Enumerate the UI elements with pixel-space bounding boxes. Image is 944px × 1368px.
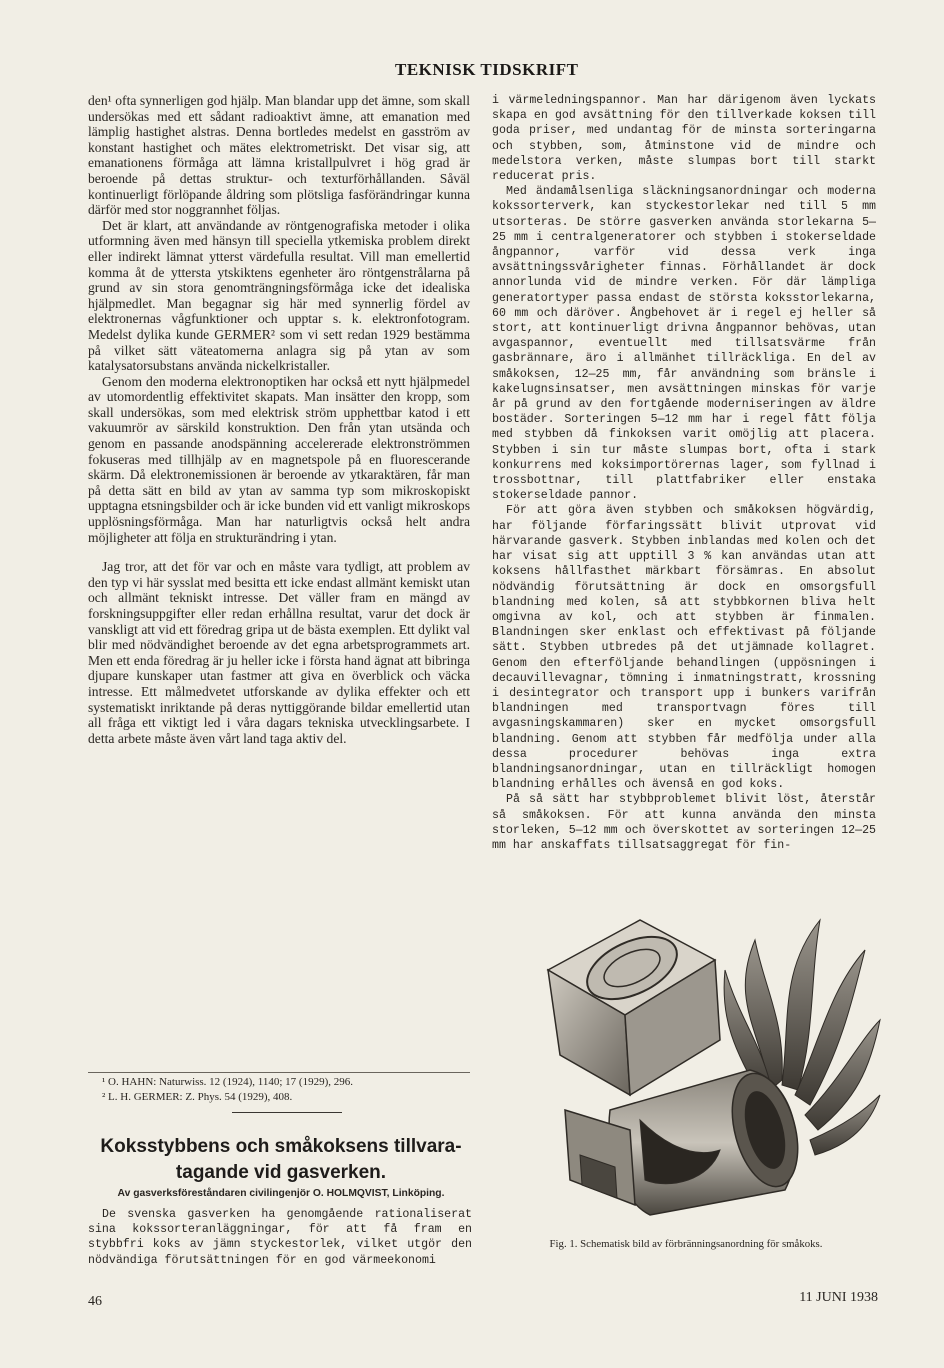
issue-date: 11 JUNI 1938 bbox=[799, 1290, 878, 1305]
paragraph: den¹ ofta synnerligen god hjälp. Man blandar upp det ämne, som skall undersökas med ett sådant radioaktivt ämne, att emanation med lämplig hastighet alstras. Denna bortledes medelst en gasström av konstant hastighet och mätes elektrometriskt. Det visar sig, att emanationens förmåga att lämna kristallpulvret i hög grad är beroende på dettas struktur- och texturförhållanden. Såväl kontinuerligt förlöpande åldring som plötsliga fasförändringar kunna därför med stor noggrannhet följas. bbox=[88, 93, 470, 218]
paragraph: För att göra även stybben och småkoksen högvärdig, har följande förfaringssätt blivit utprovat vid härvarande gasverk. Stybben inblandas med kolen och det har visat sig att upptill 3 % kan användas utan att koksens hållfasthet märkbart försämras. En absolut nödvändig förutsättning är dock en omsorgsfull blandning med kolen, så att stybbkornen bliva helt omgivna av kol, och att stybben är finmalen. Blandningen sker enklast och effektivast på följande sätt. Stybben utbredes på det utjämnade kollagret. Genom den efterföljande behandlingen (uppösningen i decauvillevagnar, tömning i inmatningstratt, krossning i desintegrator och transport upp i bunkers varifrån blandningen med transportvagn föres till avgasningskammaren) sker en mycket omsorgsfull blandning. Genom att stybben får medfölja under alla dessa procedurer behövas inga extra blandningsanordningar, utan en tillräckligt homogen blandning erhålles och ävenså en god koks. bbox=[492, 504, 876, 792]
burner-drawing bbox=[520, 880, 882, 1232]
article-intro bbox=[88, 1207, 472, 1268]
article-title-line: Koksstybbens och småkoksens tillvara- bbox=[100, 1136, 462, 1157]
paragraph: Det är klart, att användande av röntgenografiska metoder i olika utformning även med hänsyn till speciella ytkemiska problem direkt eller indirekt lämnat ytterst värdefulla resultat. Vill man emellertid komma åt de yttersta ytskiktens egenheter äro röntgenstrålarna på grund av sin stora genomträngningsförmåga icke det idealiska hjälpmedlet. Man begagnar sig här med synnerlig fördel av elektronernas vågfunktioner och upptar s. k. elektronfotogram. Medelst dylika kunde GERMER² som vi sett redan 1929 bestämma på vilket sätt väteatomerna anlagra sig på ytan av som katalysatorsubstans använda nickelkristaller. bbox=[88, 217, 470, 374]
divider bbox=[232, 1112, 342, 1113]
left-column bbox=[88, 93, 470, 746]
right-column bbox=[492, 93, 876, 853]
paragraph: Med ändamålsenliga släckningsanordningar och moderna kokssorterverk, kan styckestorlekar ned till 5 mm utsorteras. De större gasverken använda storlekarna 5—25 mm i centralgeneratorer och stybben i stokerseldade ångpannor, varför vid dessa verk inga avsättningssvårigheter finnas. Förhållandet är dock annorlunda vid de mindre verken. För där lämpliga generatortyper passa endast de största koksstorlekarna, 60 mm och däröver. Ångbehovet är i regel ej heller så stort, att kontinuerligt drivna ångpannor behövas, utan avgaspannor, eventuellt med tillsatsvärme från gasbrännare, äro i allmänhet tillräckliga. En del av småkoksen, 12—25 mm, får användning som bränsle i kakelugnsinsatser, men avsättningen minskas för varje år på grund av den fortgående moderniseringen av äldre bostäder. Sorteringen 5—12 mm har i regel fått följa med stybben då finkoksen varit omöjlig att placera. Stybben i sin tur måste slumpas bort, ofta i stark konkurrens med koksimportörernas lager, som fyllnad i trossbottnar, till plattfabriker eller enstaka stokerseldade pannor. bbox=[492, 185, 876, 503]
paragraph: i värmeledningspannor. Man har därigenom även lyckats skapa en god avsättning för den tillverkade koksen till goda priser, med undantag för de minsta sorteringarna och stybben, som, åtminstone vid de mindre och medelstora verken, måste slumpas bort till starkt reducerat pris. bbox=[492, 94, 876, 184]
page-number: 46 bbox=[88, 1294, 102, 1309]
paragraph: Genom den moderna elektronoptiken har också ett nytt hjälpmedel av utomordentlig effektivitet skapats. Man insätter den kropp, som skall undersökas, som med elektrisk ström upphettbar katod i ett vakuumrör av särskild konstruktion. Den från ytan utsända och genom en passande anodspänning accelererade elektronströmmen fokuseras med tillhjälp av en magnetspole på en fluorescerande skärm. Då elektronemissionen är beroende av ytkaraktären, får man på detta sätt en bild av ytan av samma typ som mikroskopiskt upptagna etsningsbilder och är icke bunden vid ett vanligt mikroskops upplösningsförmåga. Man har naturligtvis också helt andra möjligheter att följa en strukturändring i ytan. bbox=[88, 373, 470, 545]
footnote: ¹ O. HAHN: Naturwiss. 12 (1924), 1140; 17 (1929), 296. bbox=[102, 1076, 353, 1088]
paragraph: Jag tror, att det för var och en måste vara tydligt, att problem av den typ vi här sysslat med besitta ett icke endast allmänt kemiskt utan och allmänt tekniskt intresse. Det väller fram en mängd av forskningsuppgifter eller redan erhållna resultat, varur det dock är vanskligt att vid ett föredrag gripa ut de bästa exemplen. Ett dylikt val blir med nödvändighet beroende av det egna arbetsprogrammets art. Men ett enda föredrag är ju heller icke i första hand ägnat att bibringa djupare kunskaper utan fastmer att giva en överblick och väcka intresse. Ett målmedvetet utforskande av dylika effekter och ett systematiskt inriktande på deras nyttiggörande bildar emellertid utan all fråga ett viktigt led i våra dagars tekniska utvecklingsarbete. I detta arbete måste även vårt land taga aktiv del. bbox=[88, 559, 470, 746]
figure-caption: Fig. 1. Schematisk bild av förbränningsanordning för småkoks. bbox=[549, 1238, 823, 1250]
article-byline: Av gasverksföreståndaren civilingenjör O. HOLMQVIST, Linköping. bbox=[117, 1188, 445, 1199]
article-title bbox=[88, 1134, 474, 1186]
footnotes bbox=[88, 1072, 470, 1105]
article-title-line: tagande vid gasverken. bbox=[175, 1162, 387, 1183]
figure-illustration bbox=[520, 880, 882, 1232]
hopper bbox=[548, 920, 720, 1095]
paragraph: På så sätt har stybbproblemet blivit löst, återstår så småkoksen. För att kunna använda den minsta storleken, 5—12 mm och överskottet av sorteringen 12—25 mm har anskaffats tillsatsaggregat för fin- bbox=[492, 793, 876, 852]
footnote: ² L. H. GERMER: Z. Phys. 54 (1929), 408. bbox=[102, 1091, 293, 1103]
masthead: TEKNISK TIDSKRIFT bbox=[395, 60, 579, 79]
paragraph: De svenska gasverken ha genomgående rationaliserat sina kokssorteranläggningar, för att få fram en stybbfri koks av jämn styckestorlek, vilket utgör den nödvändiga förutsättningen för en god värmeekonomi bbox=[88, 1208, 472, 1267]
